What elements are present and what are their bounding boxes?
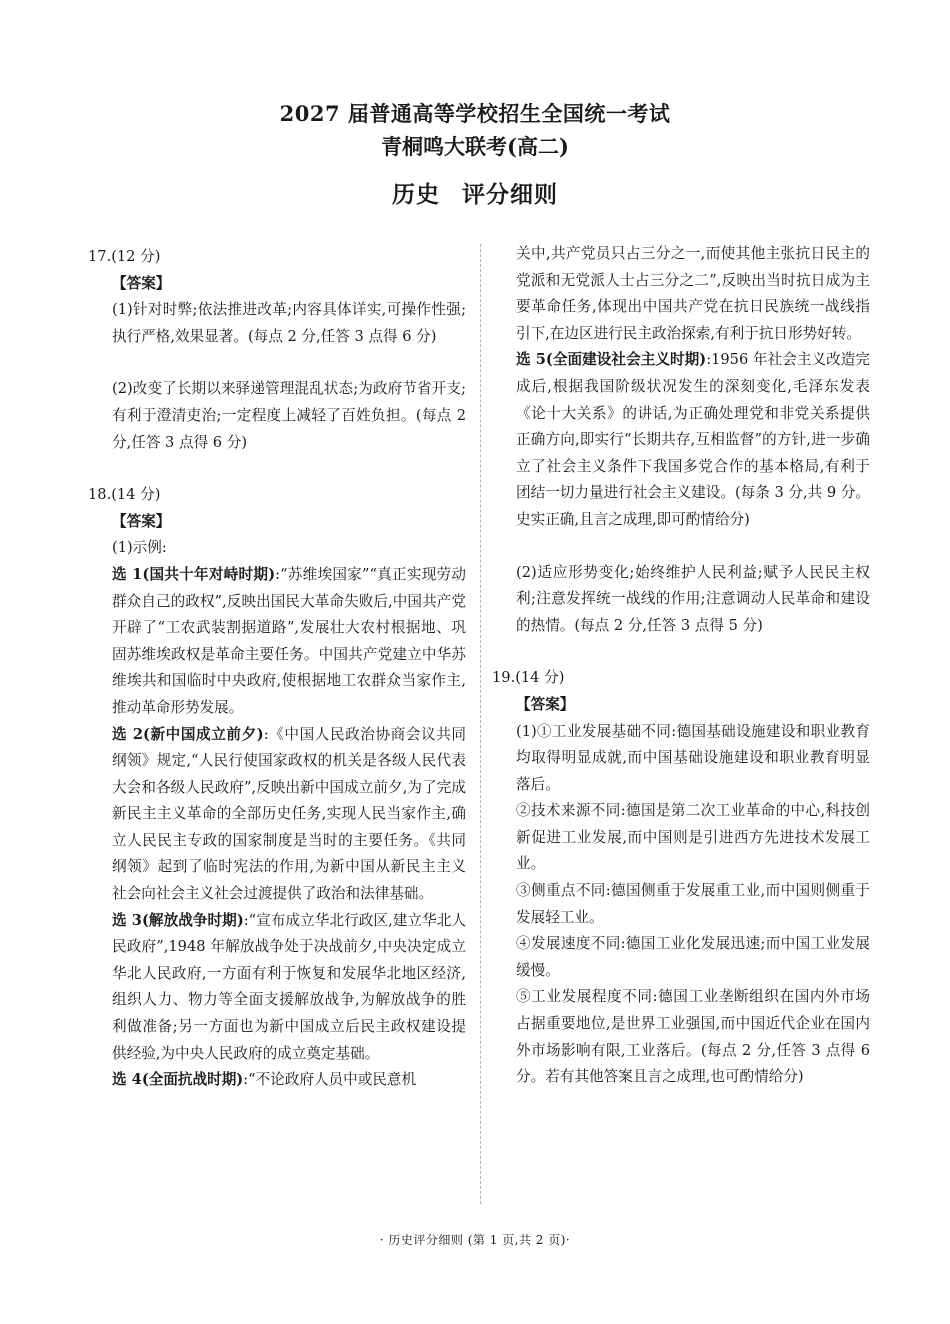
q19-answer-label: 【答案】 xyxy=(516,695,575,713)
q18-option-3-label: 选 3(解放战争时期) xyxy=(112,911,244,929)
q17-answer-label: 【答案】 xyxy=(112,274,171,292)
doc-type: 评分细则 xyxy=(462,181,558,208)
q18-option-1-label: 选 1(国共十年对峙时期) xyxy=(112,565,276,583)
q19-item-4: ④发展速度不同:德国工业化发展迅速;而中国工业发展缓慢。 xyxy=(516,935,870,979)
q18-option-5 xyxy=(492,347,870,533)
q18-option-5-label: 选 5(全面建设社会主义时期) xyxy=(516,351,707,369)
q18-option-3 xyxy=(88,908,466,1068)
q18-option-4-start xyxy=(88,1067,466,1094)
q18-option-3-text: :“宣布成立华北行政区,建立华北人民政府”,1948 年解放战争处于决战前夕,中央决定成立华北人民政府,一方面有利于恢复和发展华北地区经济,组织人力、物力等全面支援解放战争,为解放战争的胜利做准备;另一方面也为新中国成立后民主政权建设提供经验,为中央人民政府的成立奠定基础。 xyxy=(112,911,466,1062)
left-column xyxy=(88,244,466,1094)
q18-answer-label: 【答案】 xyxy=(112,512,171,530)
q18-option-4-continued: 关中,共产党员只占三分之一,而使其他主张抗日民主的党派和无党派人士占三分之二”,反映出当时抗日成为主要革命任务,体现出中国共产党在抗日民族统一战线指引下,在边区进行民主政治探索,有利于抗日形势好转。 xyxy=(516,245,870,342)
q17-number: 17.(12 分) xyxy=(88,248,161,265)
q19-item-1: (1)①工业发展基础不同:德国基础设施建设和职业教育均取得明显成就,而中国基础设施建设和职业教育明显落后。 xyxy=(516,722,870,793)
q18-option-1-text: :“苏维埃国家”“真正实现劳动群众自己的政权”,反映出国民大革命失败后,中国共产党开辟了“工农武装割据道路”,发展壮大农村根据地、巩固苏维埃政权是革命主要任务。中国共产党建立中华苏维埃共和国临时中央政府,使根据地工农群众当家作主,推动革命形势发展。 xyxy=(112,565,466,716)
q18-option-5-text: :1956 年社会主义改造完成后,根据我国阶级状况发生的深刻变化,毛泽东发表《论十大关系》的讲话,为正确处理党和非党关系提供正确方向,即实行“长期共存,互相监督”的方针,进一步确立了社会主义条件下我国多党合作的基本格局,有利于团结一切力量进行社会主义建设。(每条 3 分,共 9 分。史实正确,且言之成理,即可酌情给分) xyxy=(516,351,871,528)
q18-option-4-text-a: :“不论政府人员中或民意机 xyxy=(243,1071,417,1089)
column-divider xyxy=(480,244,481,1204)
q17-part1: (1)针对时弊;依法推进改革;内容具体详实,可操作性强;执行严格,效果显著。(每点 2 分,任答 3 点得 6 分) xyxy=(112,301,466,345)
q18-part1-label: (1)示例: xyxy=(112,539,167,557)
q19-item-5: ⑤工业发展程度不同:德国工业垄断组织在国内外市场占据重要地位,是世界工业强国,而中国近代企业在国内外市场影响有限,工业落后。(每点 2 分,任答 3 点得 6 分。若有其他答案且言之成理,也可酌情给分) xyxy=(516,988,870,1086)
q19-item-2: ②技术来源不同:德国是第二次工业革命的中心,科技创新促进工业发展,而中国则是引进西方先进技术发展工业。 xyxy=(516,802,870,873)
subject-name: 历史 xyxy=(392,181,440,208)
exam-subtitle: 青桐鸣大联考(高二) xyxy=(381,134,569,159)
subject-heading xyxy=(0,176,950,209)
q18-option-2-label: 选 2(新中国成立前夕) xyxy=(112,725,264,743)
q18-part2: (2)适应形势变化;始终维护人民利益;赋予人民民主权利;注意发挥统一战线的作用;注意调动人民革命和建设的热情。(每点 2 分,任答 3 点得 5 分) xyxy=(516,563,870,634)
q18-option-2 xyxy=(88,722,466,908)
page-footer: · 历史评分细则 (第 1 页,共 2 页)· xyxy=(379,1233,571,1247)
right-column xyxy=(492,241,870,1091)
q18-number: 18.(14 分) xyxy=(88,486,161,504)
q17-part2: (2)改变了长期以来驿递管理混乱状态;为政府节省开支;有利于澄清吏治;一定程度上减轻了百姓负担。(每点 2 分,任答 3 点得 6 分) xyxy=(112,380,466,451)
q18-option-1 xyxy=(88,562,466,722)
q18-option-4-label: 选 4(全面抗战时期) xyxy=(112,1071,244,1089)
q19-item-3: ③侧重点不同:德国侧重于发展重工业,而中国则侧重于发展轻工业。 xyxy=(516,882,870,926)
q18-option-2-text: :《中国人民政治协商会议共同纲领》规定,“人民行使国家政权的机关是各级人民代表大会和各级人民政府”,反映出新中国成立前夕,为了完成新民主主义革命的全部历史任务,实现人民当家作主,确立人民民主专政的国家制度是当时的主要任务。《共同纲领》起到了临时宪法的作用,为新中国从新民主主义社会向社会主义社会过渡提供了政治和法律基础。 xyxy=(112,725,467,903)
q19-number: 19.(14 分) xyxy=(492,669,565,687)
exam-title: 2027 届普通高等学校招生全国统一考试 xyxy=(279,101,671,126)
